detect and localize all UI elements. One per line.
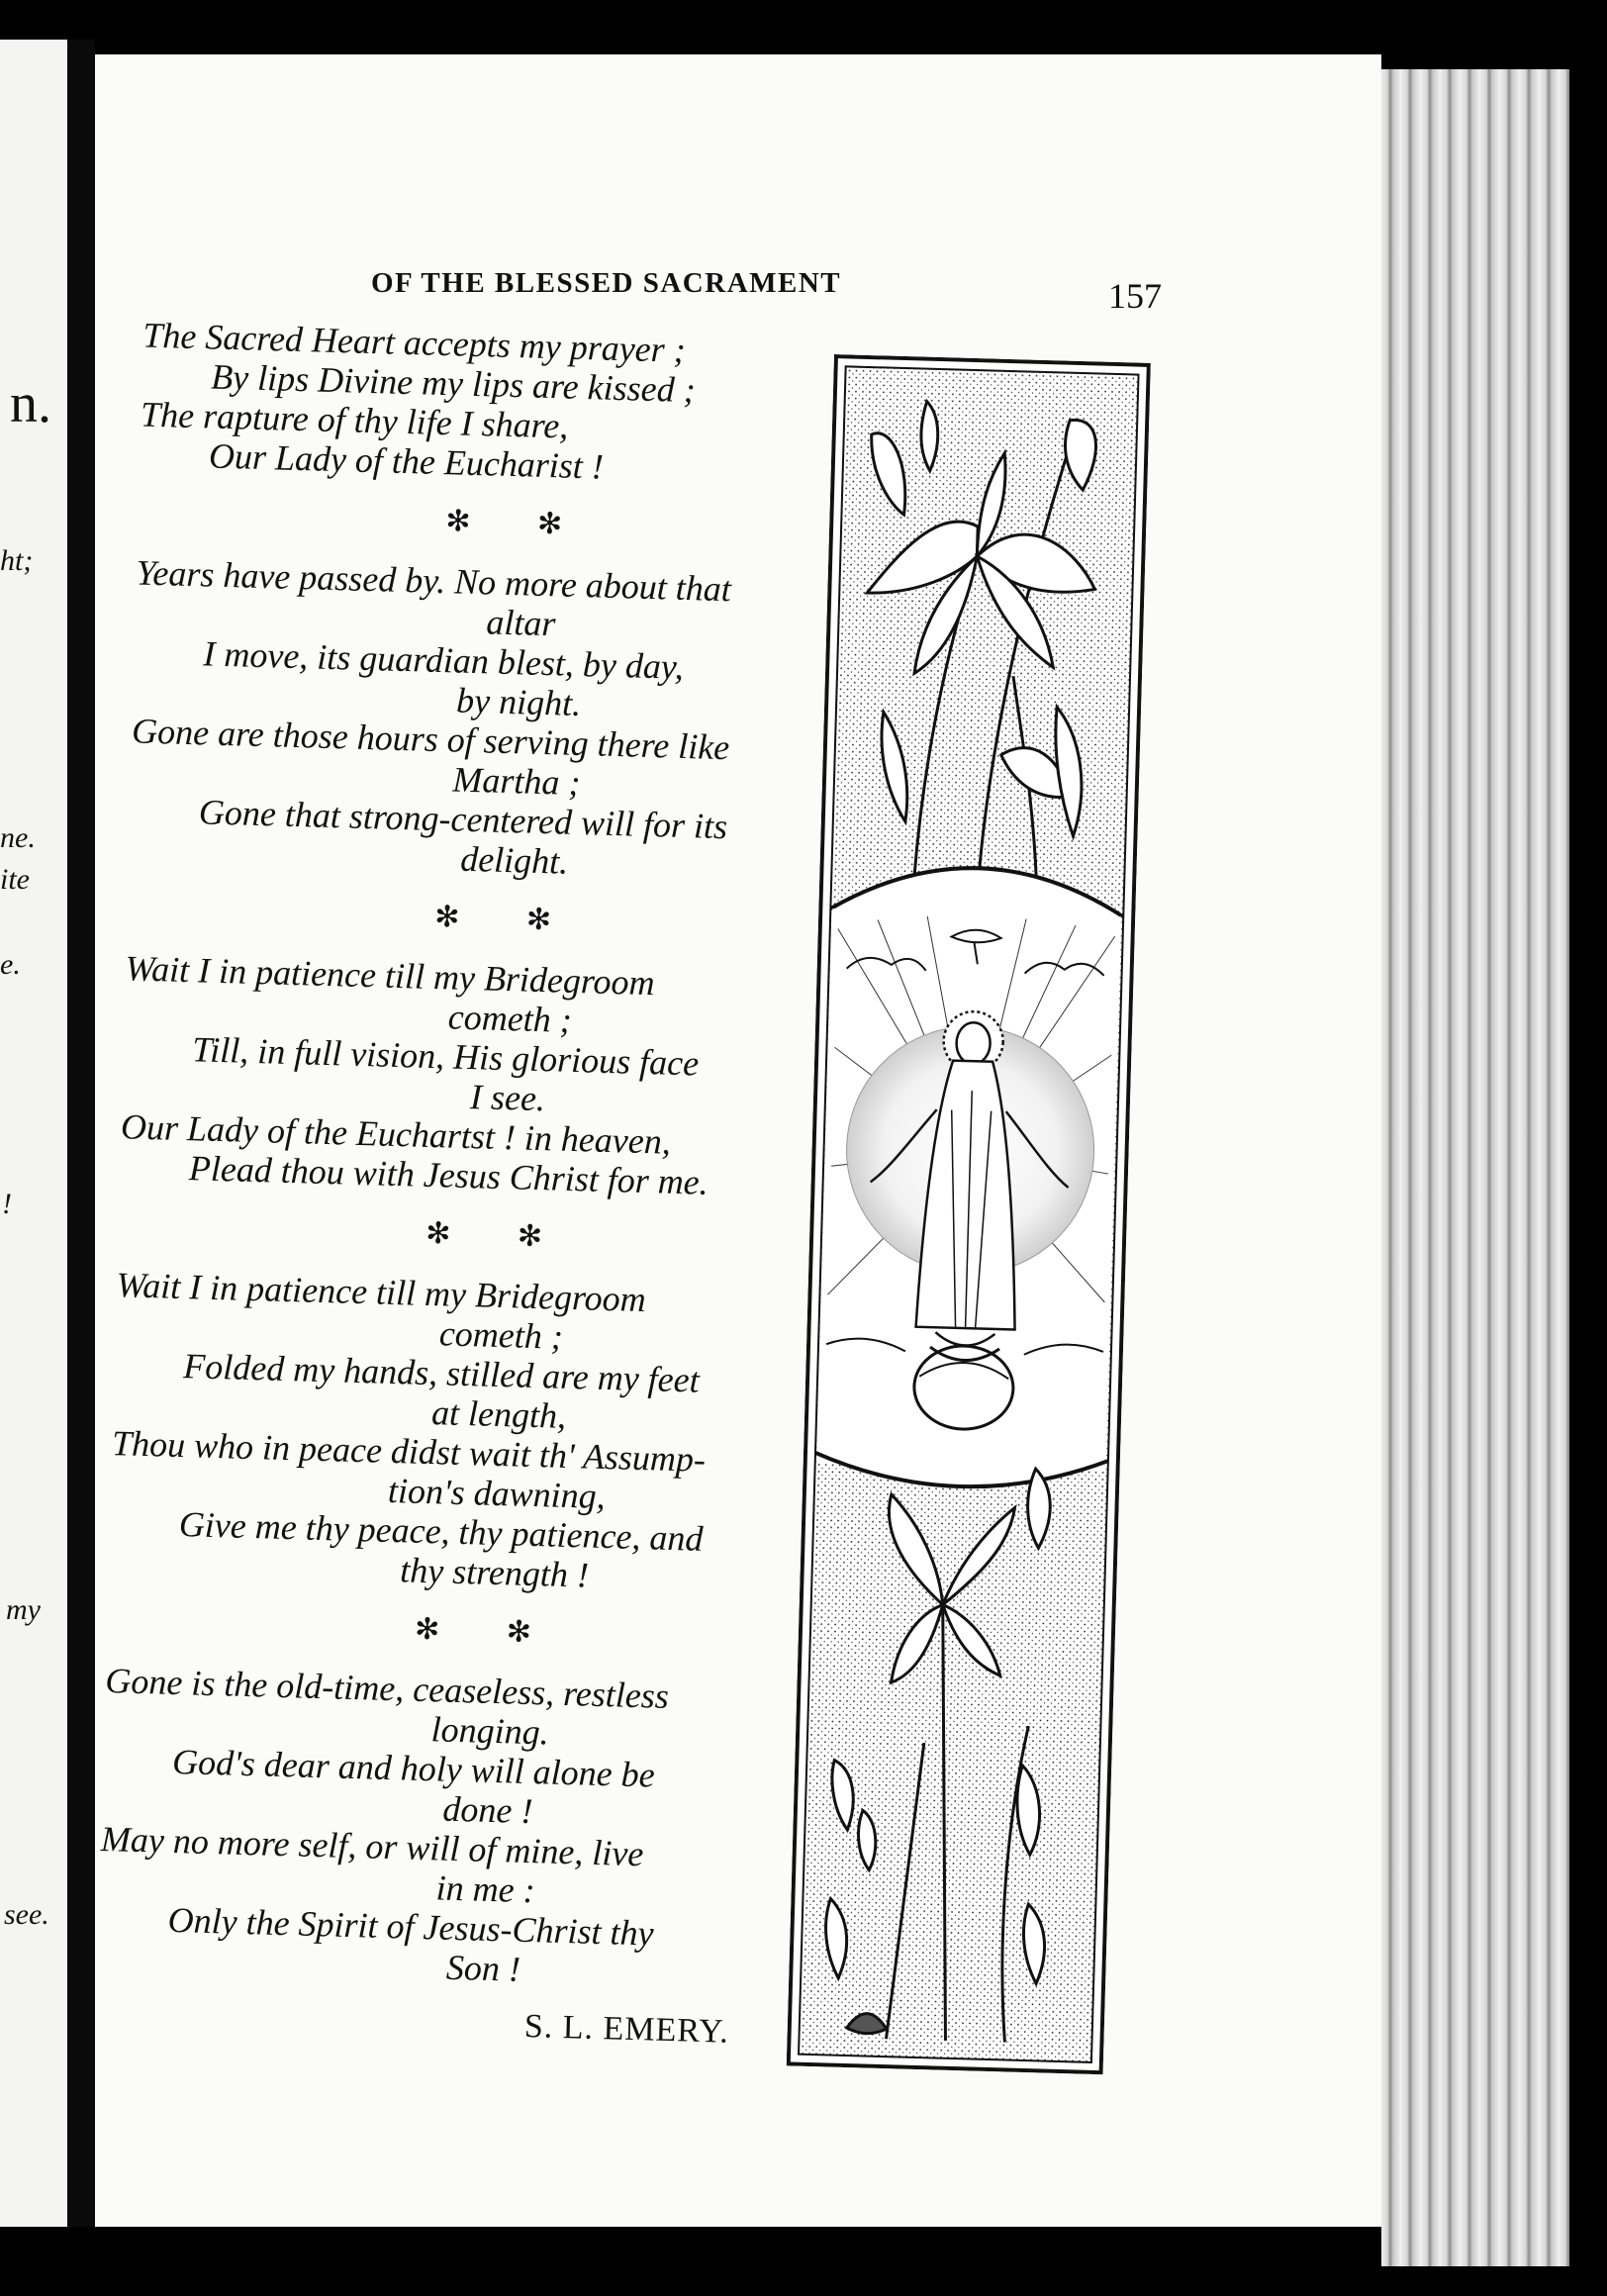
facing-page-edge	[0, 40, 69, 2227]
facing-page-fragment: my	[6, 1593, 41, 1626]
running-head: OF THE BLESSED SACRAMENT	[371, 267, 842, 299]
poem-line: longing.	[430, 1709, 550, 1753]
stanza	[120, 315, 836, 493]
stanza	[77, 1660, 799, 1996]
poem-line: I move, its guardian blest, by day,	[202, 633, 685, 687]
page-edges	[1381, 69, 1569, 2266]
facing-page-fragment: !	[2, 1188, 12, 1220]
madonna-illustration	[787, 354, 1151, 2074]
facing-page-fragment: e.	[0, 948, 21, 981]
poem-line: May no more self, or will of mine, live	[100, 1818, 644, 1874]
poem-line: cometh ;	[447, 997, 573, 1040]
poem-line: altar	[485, 602, 557, 644]
stanza-separator: ✻ ✻	[425, 1216, 573, 1255]
author-signature: S. L. EMERY.	[523, 2007, 730, 2051]
poem-line: Wait I in patience till my Bridegroom	[125, 948, 656, 1004]
poem-line: Only the Spirit of Jesus-Christ thy	[167, 1899, 655, 1954]
page-number: 157	[1108, 276, 1162, 316]
poem-line: Years have passed by. No more about that	[136, 552, 732, 610]
facing-page-fragment: ht;	[0, 544, 34, 577]
poem-line: done !	[441, 1788, 533, 1832]
poem	[75, 315, 836, 2063]
poem-line: Gone is the old-time, ceaseless, restless	[104, 1661, 670, 1716]
stanza-separator: ✻ ✻	[414, 1612, 562, 1650]
poem-line: The Sacred Heart accepts my prayer ;	[142, 315, 687, 370]
poem-line: Gone that strong-centered will for its	[198, 792, 728, 847]
stanza	[88, 1265, 809, 1601]
poem-line: God's dear and holy will alone be	[171, 1741, 656, 1795]
poem-line: Our Lady of the Euchartst ! in heaven,	[120, 1106, 672, 1162]
poem-line: Plead thou with Jesus Christ for me.	[188, 1148, 709, 1202]
poem-line: Folded my hands, stilled are my feet	[182, 1346, 701, 1400]
poem-line: Martha ;	[451, 759, 582, 804]
stanza	[99, 948, 817, 1205]
poem-line: Give me thy peace, thy patience, and	[178, 1504, 705, 1559]
facing-page-fragment: ite	[0, 863, 30, 896]
stanza-separator: ✻ ✻	[444, 505, 593, 542]
poem-line: The rapture of thy life I share,	[140, 394, 569, 446]
poem-line: tion's dawning,	[387, 1470, 607, 1517]
poem-line: Till, in full vision, His glorious face	[191, 1029, 700, 1084]
facing-page-fragment: n.	[10, 373, 51, 434]
facing-page-fragment: ne.	[0, 821, 36, 854]
poem-line: thy strength !	[399, 1550, 590, 1595]
stanza-separator: ✻ ✻	[433, 901, 582, 938]
madonna-illustration-icon	[787, 354, 1151, 2074]
poem-line: Thou who in peace didst wait th' Assump-	[111, 1423, 707, 1480]
poem-line: I see.	[469, 1077, 546, 1119]
poem-line: by night.	[455, 680, 582, 724]
facing-page-fragment: see.	[4, 1898, 49, 1931]
poem-line: Son !	[445, 1947, 521, 1989]
stanza	[108, 552, 829, 889]
poem-line: Gone are those hours of serving there like	[131, 711, 730, 768]
poem-line: cometh ;	[438, 1313, 564, 1357]
poem-line: delight.	[459, 838, 569, 882]
poem-line: in me :	[435, 1867, 536, 1911]
poem-line: Wait I in patience till my Bridegroom	[116, 1265, 647, 1320]
poem-line: at length,	[430, 1392, 567, 1436]
poem-line: By lips Divine my lips are kissed ;	[210, 356, 697, 411]
poem-line: Our Lady of the Eucharist !	[208, 435, 605, 487]
